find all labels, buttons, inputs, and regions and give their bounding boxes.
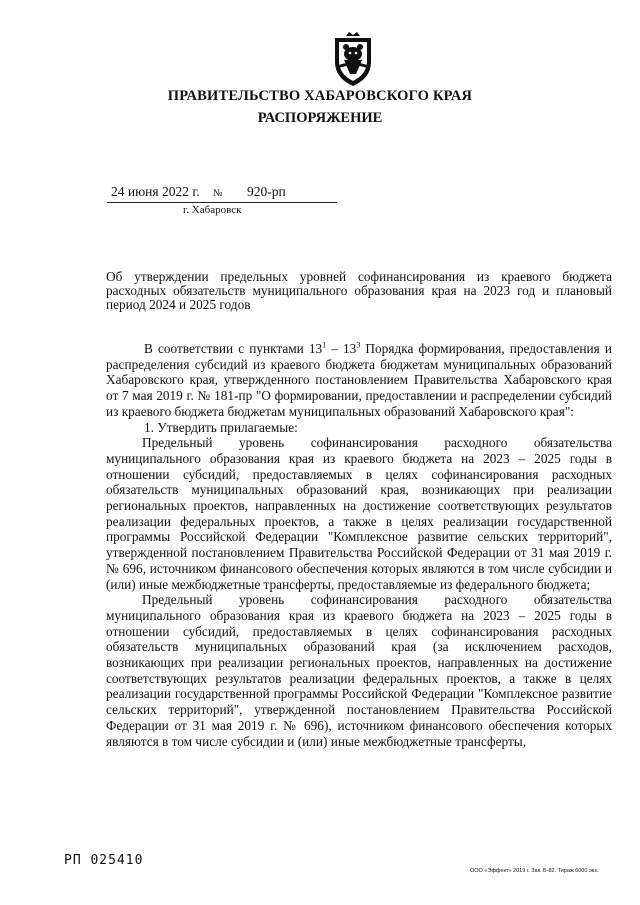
superscript: 1 [322,340,327,350]
superscript: 3 [356,340,361,350]
paragraph-level-1: Предельный уровень софинансирования расходного обязательства муниципального образования края из краевого бюджета на 2023 – 2025 годы в отношении субсидий, предоставляемых в целях софинансирования расходных обязательств муниципальных образований края, возникающих при реализации региональных проектов, направленных на достижение соответствующих результатов реализации федеральных проектов, а также в целях реализации государственной программы Российской Федерации "Комплексное развитие сельских территорий", утвержденной постановлением Правительства Российской Федерации от 31 мая 2019 г. № 696, источником финансового обеспечения которых являются в том числе субсидии и (или) иные межбюджетные трансферты, предоставляемые из федерального бюджета; [106,435,612,592]
document-date: 24 июня 2022 г. [111,184,200,199]
preamble-text-a: В соответствии с пунктами 13 [144,341,323,356]
document-type: РАСПОРЯЖЕНИЕ [257,110,383,126]
preamble-dash: – 13 [326,341,357,356]
form-code: РП 025410 [64,853,144,868]
document-city: г. Хабаровск [183,204,242,216]
preamble-text-b: Порядка формирования, предоставления и распределения субсидий из краевого бюджета бюджетам муниципальных образований Хабаровского края, утвержденного постановлением Правительства Хабаровского края от 7 мая 2019 г. № 181-пр "О формировании, предоставлении и распределении субсидий из краевого бюджета бюджетам муниципальных образований Хабаровского края": [106,341,612,419]
paragraph-item-1: 1. Утвердить прилагаемые: [144,419,298,435]
government-name: ПРАВИТЕЛЬСТВО ХАБАРОВСКОГО КРАЯ [167,88,473,104]
registration-line [107,184,337,203]
document-body [106,341,612,749]
paragraph-preamble [106,341,612,420]
khabarovsk-coat-of-arms-icon [330,32,376,88]
document-number: 920-рп [247,184,286,199]
document-subject: Об утверждении предельных уровней софинансирования из краевого бюджета расходных обязательств муниципального образования края на 2023 год и плановый период 2024 и 2025 годов [106,269,612,312]
printer-imprint: ООО «Эффект» 2019 г. Зак. Б-82. Тираж 6000 экз. [470,868,599,874]
number-label: № [213,188,223,199]
paragraph-level-2: Предельный уровень софинансирования расходного обязательства муниципального образования края из краевого бюджета на 2023 – 2025 годы в отношении субсидий, предоставляемых в целях софинансирования расходных обязательств муниципальных образований края (за исключением расходов, возникающих при реализации региональных проектов, направленных на достижение соответствующих результатов реализации федеральных проектов, а также в целях реализации государственной программы Российской Федерации "Комплексное развитие сельских территорий", утвержденной постановлением Правительства Российской Федерации от 31 мая 2019 г. № 696), источником финансового обеспечения которых являются в том числе субсидии и (или) иные межбюджетные трансферты, [106,592,612,749]
